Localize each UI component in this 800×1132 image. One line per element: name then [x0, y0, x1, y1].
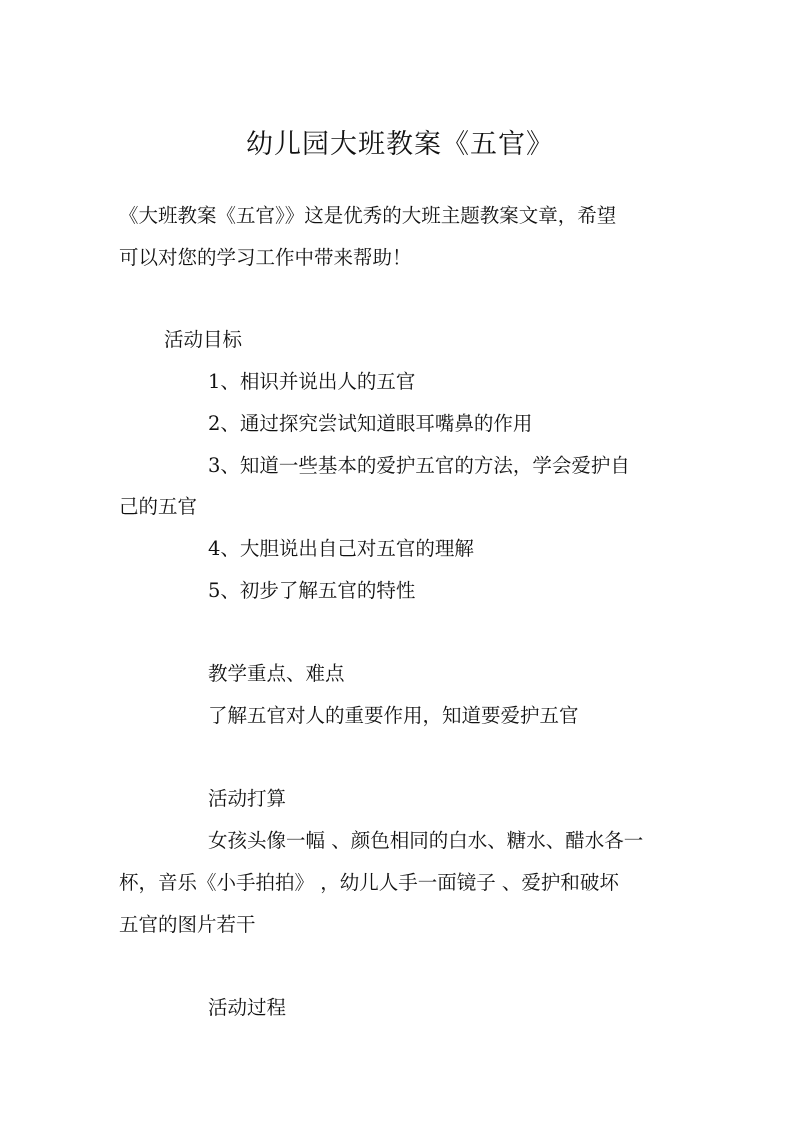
- preparation-heading: 活动打算: [208, 787, 287, 810]
- goals-heading: 活动目标: [164, 328, 243, 351]
- process-heading: 活动过程: [208, 996, 287, 1019]
- key-points-text: 了解五官对人的重要作用，知道要爱护五官: [208, 704, 579, 727]
- goal-item-3: 3、知道一些基本的爱护五官的方法，学会爱护自: [208, 454, 630, 477]
- intro-line-1: 《大班教案《五官》》这是优秀的大班主题教案文章，希望: [119, 204, 617, 227]
- intro-line-2: 可以对您的学习工作中带来帮助！: [119, 246, 412, 269]
- goal-item-5: 5、初步了解五官的特性: [208, 579, 416, 602]
- preparation-line-1: 女孩头像一幅 、颜色相同的白水、糖水、醋水各一: [208, 829, 644, 852]
- goal-item-3-continued: 己的五官: [119, 495, 198, 518]
- key-points-heading: 教学重点、难点: [208, 662, 345, 685]
- goal-item-2: 2、通过探究尝试知道眼耳嘴鼻的作用: [208, 412, 533, 435]
- goal-item-4: 4、大胆说出自己对五官的理解: [208, 537, 474, 560]
- preparation-line-3: 五官的图片若干: [119, 913, 256, 936]
- preparation-line-2: 杯，音乐《小手拍拍》 ，幼儿人手一面镜子 、爱护和破坏: [119, 871, 619, 894]
- goal-item-1: 1、相识并说出人的五官: [208, 370, 416, 393]
- document-title: 幼儿园大班教案《五官》: [246, 129, 554, 160]
